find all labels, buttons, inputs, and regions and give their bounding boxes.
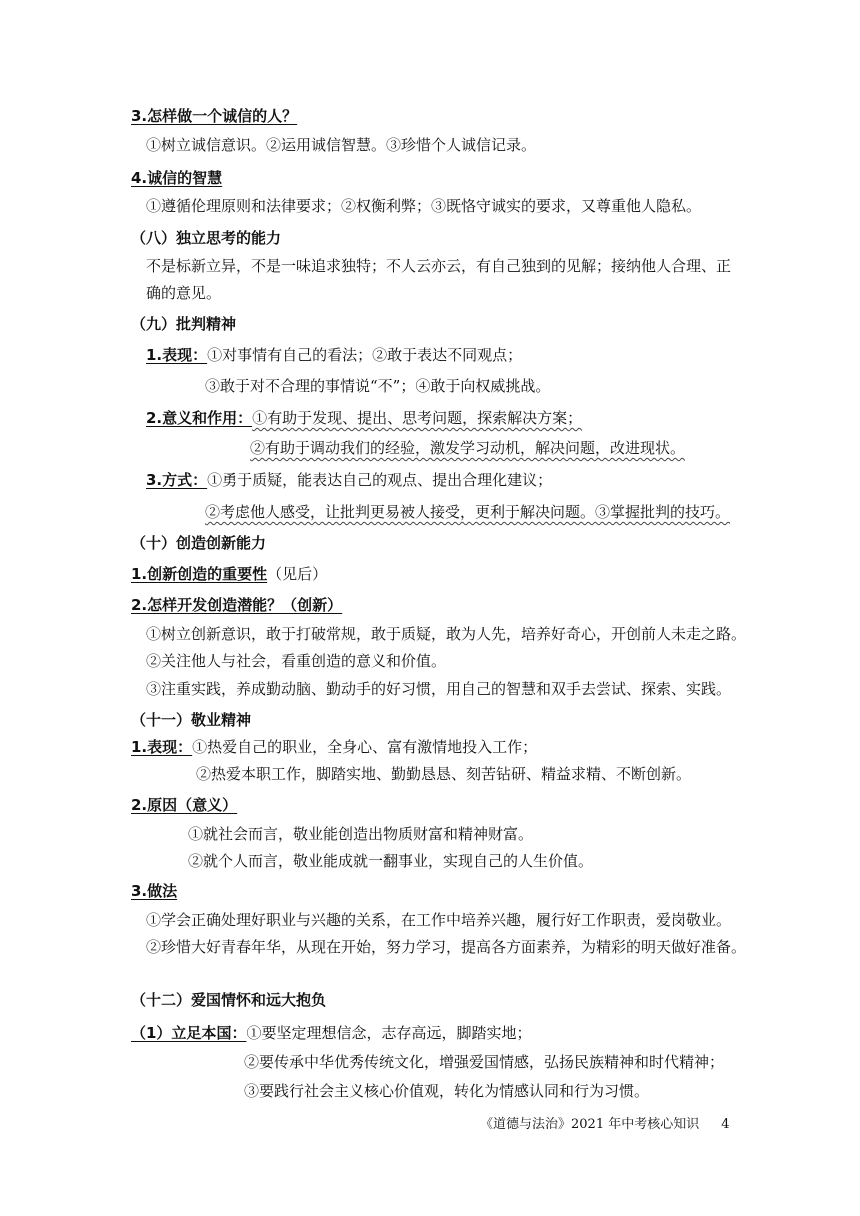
list-item: ②珍惜大好青春年华，从现在开始，努力学习，提高各方面素养，为精彩的明天做好准备。 [146,938,747,956]
page-footer [480,1113,730,1132]
list-item [131,737,537,757]
section-title-8: （八）独立思考的能力 [131,229,282,247]
list-item [131,1023,531,1043]
heading-reason: 2.原因（意义） [131,796,238,814]
footer-text: 《道德与法治》2021 年中考核心知识 [480,1117,700,1132]
list-item: ③注重实践，养成勤动脑、勤动手的好习惯，用自己的智慧和双手去尝试、探索、实践。 [146,680,732,698]
text: ①要坚定理想信念，志存高远，脚踏实地； [246,1024,532,1042]
heading-line [131,564,327,584]
text: ①对事情有自己的看法；②敢于表达不同观点； [207,346,523,364]
section-title-12: （十二）爱国情怀和远大抱负 [131,991,327,1009]
paragraph: ①树立诚信意识。②运用诚信智慧。③珍惜个人诚信记录。 [146,136,537,154]
section-title-9: （九）批判精神 [131,315,237,333]
list-item: ②考虑他人感受，让批判更易被人接受，更利于解决问题。③掌握批判的技巧。 [205,503,731,521]
list-item: ①树立创新意识，敢于打破常规，敢于质疑，敢为人先，培养好奇心，开创前人未走之路。 [146,625,747,643]
list-item: ②热爱本职工作，脚踏实地、勤勤恳恳、刻苦钻研、精益求精、不断创新。 [196,765,692,783]
heading-develop-potential: 2.怎样开发创造潜能？（创新） [131,596,343,614]
paragraph: 不是标新立异，不是一味追求独特；不人云亦云，有自己独到的见解；接纳他人合理、正 [146,257,732,275]
section-title-11: （十一）敬业精神 [131,711,252,729]
note: （见后） [267,565,328,583]
list-item: ③要践行社会主义核心价值观，转化为情感认同和行为习惯。 [244,1082,650,1100]
list-item: ②要传承中华优秀传统文化，增强爱国情感，弘扬民族精神和时代精神； [244,1053,725,1071]
list-item: ②有助于调动我们的经验，激发学习动机，解决问题，改进现状。 [250,439,686,457]
label: （1）立足本国： [131,1024,247,1042]
list-item: ①就社会而言，敬业能创造出物质财富和精神财富。 [188,825,534,843]
section-title-10: （十）创造创新能力 [131,534,267,552]
text: ①热爱自己的职业，全身心、富有激情地投入工作； [192,738,538,756]
list-item: ③敢于对不合理的事情说“不”；④敢于向权威挑战。 [205,377,551,395]
list-item: ②关注他人与社会，看重创造的意义和价值。 [146,652,447,670]
heading-honesty-wisdom: 4.诚信的智慧 [131,169,223,187]
heading-importance: 1.创新创造的重要性 [131,565,268,583]
page-number: 4 [721,1117,730,1132]
list-item [146,408,582,428]
text: ①勇于质疑，能表达自己的观点、提出合理化建议； [207,471,553,489]
label: 1.表现： [131,738,193,756]
list-item [146,345,522,365]
heading-how-to-be-honest: 3.怎样做一个诚信的人？ [131,107,298,125]
list-item: ②就个人而言，敬业能成就一翻事业，实现自己的人生价值。 [188,852,594,870]
list-item [146,470,552,490]
label: 3.方式： [146,471,208,489]
text: ①有助于发现、提出、思考问题，探索解决方案； [252,409,583,427]
list-item: ①学会正确处理好职业与兴趣的关系，在工作中培养兴趣，履行好工作职责，爱岗敬业。 [146,911,732,929]
label: 1.表现： [146,346,208,364]
heading-method: 3.做法 [131,882,178,900]
paragraph: 确的意见。 [146,284,222,302]
paragraph: ①遵循伦理原则和法律要求；②权衡利弊；③既恪守诚实的要求，又尊重他人隐私。 [146,197,702,215]
label: 2.意义和作用： [146,409,253,427]
